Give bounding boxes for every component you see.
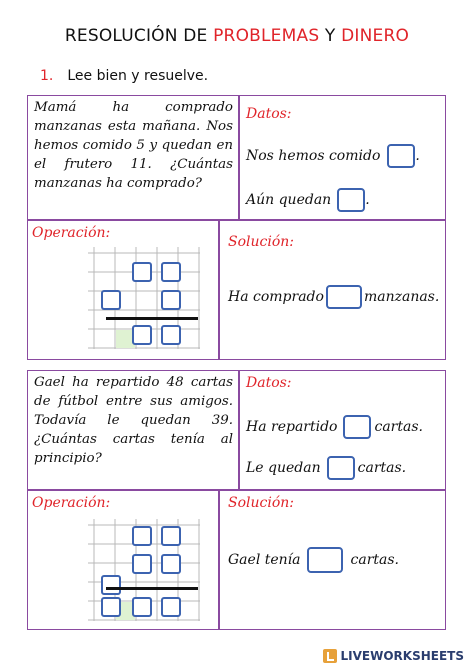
problem1-result-tens-box[interactable] (132, 325, 152, 345)
problem1-result-line (106, 317, 198, 320)
problem1-solucion-cell (219, 220, 446, 360)
problem1-solucion-line: Ha comprado manzanas. (228, 285, 439, 309)
problem2-datos-cell (239, 370, 446, 490)
problem2-top-tens-box[interactable] (132, 526, 152, 546)
problem2-result-hundreds-box[interactable] (101, 597, 121, 617)
problem2-operacion-cell (27, 490, 219, 630)
question-instruction: Lee bien y resuelve. (67, 68, 209, 84)
problem1-second-units-box[interactable] (161, 290, 181, 310)
problem2-answer-given-box[interactable] (343, 415, 371, 439)
page-title: RESOLUCIÓN DE PROBLEMAS Y DINERO (64, 26, 410, 46)
problem1-answer-remaining-box[interactable] (337, 188, 365, 212)
problem2-datos-line2: Le quedan cartas. (246, 456, 406, 480)
problem2-solucion-cell (219, 490, 446, 630)
problem1-result-units-box[interactable] (161, 325, 181, 345)
problem2-top-units-box[interactable] (161, 526, 181, 546)
problem1-datos-line2: Aún quedan . (246, 188, 370, 212)
problem1-statement: Mamá ha comprado manzanas esta mañana. Nos hemos comido 5 y quedan en el frutero 11. ¿Cuántas manzanas ha comprado? (34, 100, 233, 191)
problem2-result-line (106, 587, 198, 590)
problem1-solucion-label: Solución: (228, 234, 294, 250)
liveworksheets-logo-icon (323, 649, 337, 663)
problem2-answer-left-box[interactable] (327, 456, 355, 480)
question-heading (40, 68, 208, 84)
footer-brand: LIVEWORKSHEETS (323, 649, 464, 663)
problem1-top-tens-box[interactable] (132, 262, 152, 282)
question-number: 1. (40, 68, 54, 84)
problem2-datos-line1: Ha repartido cartas. (246, 415, 423, 439)
problem1-statement-cell (27, 95, 239, 220)
problem1-top-units-box[interactable] (161, 262, 181, 282)
problem1-datos-cell (239, 95, 446, 220)
problem2-second-tens-box[interactable] (132, 554, 152, 574)
problem2-solucion-line: Gael tenía cartas. (228, 547, 399, 573)
problem1-sign-box[interactable] (101, 290, 121, 310)
problem1-datos-line1: Nos hemos comido . (246, 144, 420, 168)
problem1-solution-answer-box[interactable] (326, 285, 362, 309)
problem2-operacion-label: Operación: (32, 495, 111, 511)
problem2-solution-answer-box[interactable] (307, 547, 343, 573)
problem2-result-tens-box[interactable] (132, 597, 152, 617)
problem2-datos-label: Datos: (246, 375, 292, 391)
problem1-answer-eaten-box[interactable] (387, 144, 415, 168)
problem2-statement: Gael ha repartido 48 cartas de fútbol entre sus amigos. Todavía le quedan 39. ¿Cuántas cartas tenía al principio? (34, 375, 233, 466)
problem2-result-units-box[interactable] (161, 597, 181, 617)
problem2-statement-cell (27, 370, 239, 490)
problem2-second-units-box[interactable] (161, 554, 181, 574)
problem1-datos-label: Datos: (246, 106, 292, 122)
problem1-operacion-cell (27, 220, 219, 360)
problem2-solucion-label: Solución: (228, 495, 294, 511)
problem1-operacion-label: Operación: (32, 225, 111, 241)
problem2-sign-box[interactable] (101, 575, 121, 595)
